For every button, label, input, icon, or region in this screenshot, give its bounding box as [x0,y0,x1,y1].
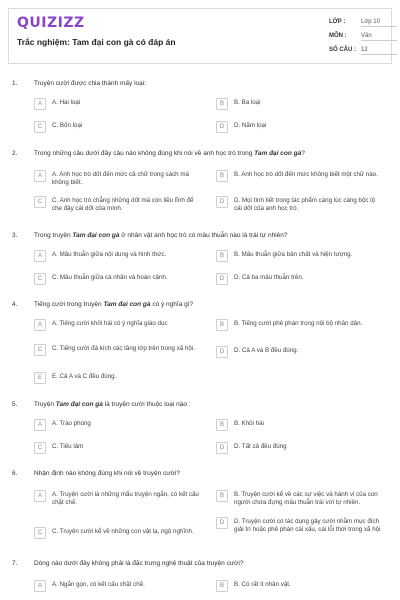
meta-label: LỚP : [329,19,346,25]
option-letter: D [216,517,228,529]
option-text: B. Truyện cười kể về các sự việc và hành vi của con người chứa đựng mâu thuẫn trái với tự nhiên. [234,491,378,507]
option-letter: B [216,98,228,110]
option-letter: D [216,442,228,454]
option-text: C. Anh học trò chẳng những dốt mà còn liều lĩnh để che đậy cái dốt của mình. [52,197,194,213]
option-letter: A [34,250,46,262]
question-6 [8,470,392,550]
question-4 [8,301,392,391]
option-letter: B [216,170,228,182]
option-letter: D [216,273,228,285]
option-letter: C [34,442,46,454]
option-letter: D [216,196,228,208]
meta-value: Lớp 10 [361,19,397,27]
question-text: Dòng nào dưới đây không phải là đặc trưng nghệ thuật của truyện cười? [34,560,244,567]
option-letter: B [216,580,228,592]
question-7 [8,560,392,598]
option-text: A. Mâu thuẫn giữa nội dung và hình thức. [52,251,167,258]
question-text: Nhận định nào không đúng khi nói về truyện cười? [34,470,180,477]
question-number: 6. [12,470,18,477]
question-5 [8,401,392,461]
option-letter: C [34,121,46,133]
option-text: A. Hai loại [52,99,81,106]
meta-info [329,17,389,59]
option-letter: A [34,319,46,331]
option-text: D. Cả ba mâu thuẫn trên. [234,274,304,281]
meta-class [329,17,389,31]
option-letter: A [34,98,46,110]
question-number: 1. [12,80,18,87]
option-letter: B [216,419,228,431]
option-text: D. Mọi tình tiết trong tác phẩm càng lúc càng bộc lộ cái dốt của anh học trò. [234,197,376,213]
question-number: 5. [12,401,18,408]
question-2 [8,150,392,220]
option-text: C. Tiếng cười đả kích các tầng lớp trên trong xã hội. [52,345,195,352]
question-number: 7. [12,560,18,567]
option-letter: A [34,580,46,592]
option-letter: C [34,527,46,539]
quiz-title: Trắc nghiệm: Tam đại con gà có đáp án [17,37,176,47]
meta-label: MÔN : [329,33,347,39]
meta-label: SỐ CÂU : [329,47,356,53]
question-text: Tiếng cười trong truyện Tam đại con gà có ý nghĩa gì? [34,301,194,308]
option-letter: B [216,319,228,331]
option-letter: A [34,490,46,502]
option-text: B. Mâu thuẫn giữa bản chất và hiện tượng. [234,251,353,258]
option-text: A. Trào phúng [52,420,91,427]
option-text: B. Tiếng cười phê phán trong nội bộ nhân dân. [234,320,363,327]
question-number: 4. [12,301,18,308]
option-text: C. Tiếu lâm [52,443,84,450]
option-text: A. Tiếng cười khôi hài có ý nghĩa giáo dục [52,320,168,327]
meta-subject [329,31,389,45]
option-text: A. Truyện cười là những mẩu truyện ngắn, có kết cấu chặt chẽ. [52,491,199,507]
option-text: A. Ngắn gọn, có kết cấu chặt chẽ. [52,581,145,588]
option-text: B. Khôi hài [234,420,264,427]
option-letter: E [34,372,46,384]
quizizz-logo: QUIZIZZ [17,15,85,31]
option-text: B. Anh học trò dốt đến mức không biết một chữ nào. [234,171,378,178]
question-number: 3. [12,232,18,239]
option-text: D. Tất cả đều đúng [234,443,287,450]
question-text: Truyện cười được chia thành mấy loại: [34,80,147,87]
option-text: B. Ba loại [234,99,261,106]
question-text: Trong những câu dưới đây câu nào không đúng khi nói về anh học trò trong Tam đại con gà? [34,150,305,157]
option-letter: B [216,250,228,262]
option-text: D. Năm loại [234,122,267,129]
option-letter: B [216,490,228,502]
question-text: Truyện Tam đại con gà là truyện cười thuộc loại nào : [34,401,191,408]
option-text: E. Cả A và C đều đúng. [52,373,117,380]
question-3 [8,232,392,292]
option-text: C. Truyện cười kể về những con vật lạ, ngộ nghĩnh. [52,528,194,535]
option-text: C. Mâu thuẫn giữa cá nhân và hoàn cảnh. [52,274,168,281]
option-letter: C [34,273,46,285]
worksheet-header [8,8,392,64]
option-letter: C [34,344,46,356]
option-letter: C [34,196,46,208]
option-text: D. Cả A và B đều đúng. [234,347,299,354]
option-letter: A [34,170,46,182]
question-text: Trong truyện Tam đại con gà ở nhân vật anh học trò có mâu thuẫn nào là trái tự nhiên? [34,232,288,239]
option-text: A. Anh học trò dốt đến mức cả chữ trong sách mà không biết. [52,171,189,187]
option-letter: A [34,419,46,431]
option-text: B. Có rất ít nhân vật. [234,581,291,588]
question-1 [8,80,392,135]
option-text: C. Bốn loại [52,122,83,129]
meta-value: 12 [361,47,397,55]
meta-count [329,45,389,59]
option-text: D. Truyện cười có tác dụng gây cười nhằm mục đích giải trí hoặc phê phán cái xấu, cái lỗi thời trong xã hội [234,518,381,534]
question-number: 2. [12,150,18,157]
meta-value: Văn [361,33,397,41]
option-letter: D [216,121,228,133]
option-letter: D [216,346,228,358]
